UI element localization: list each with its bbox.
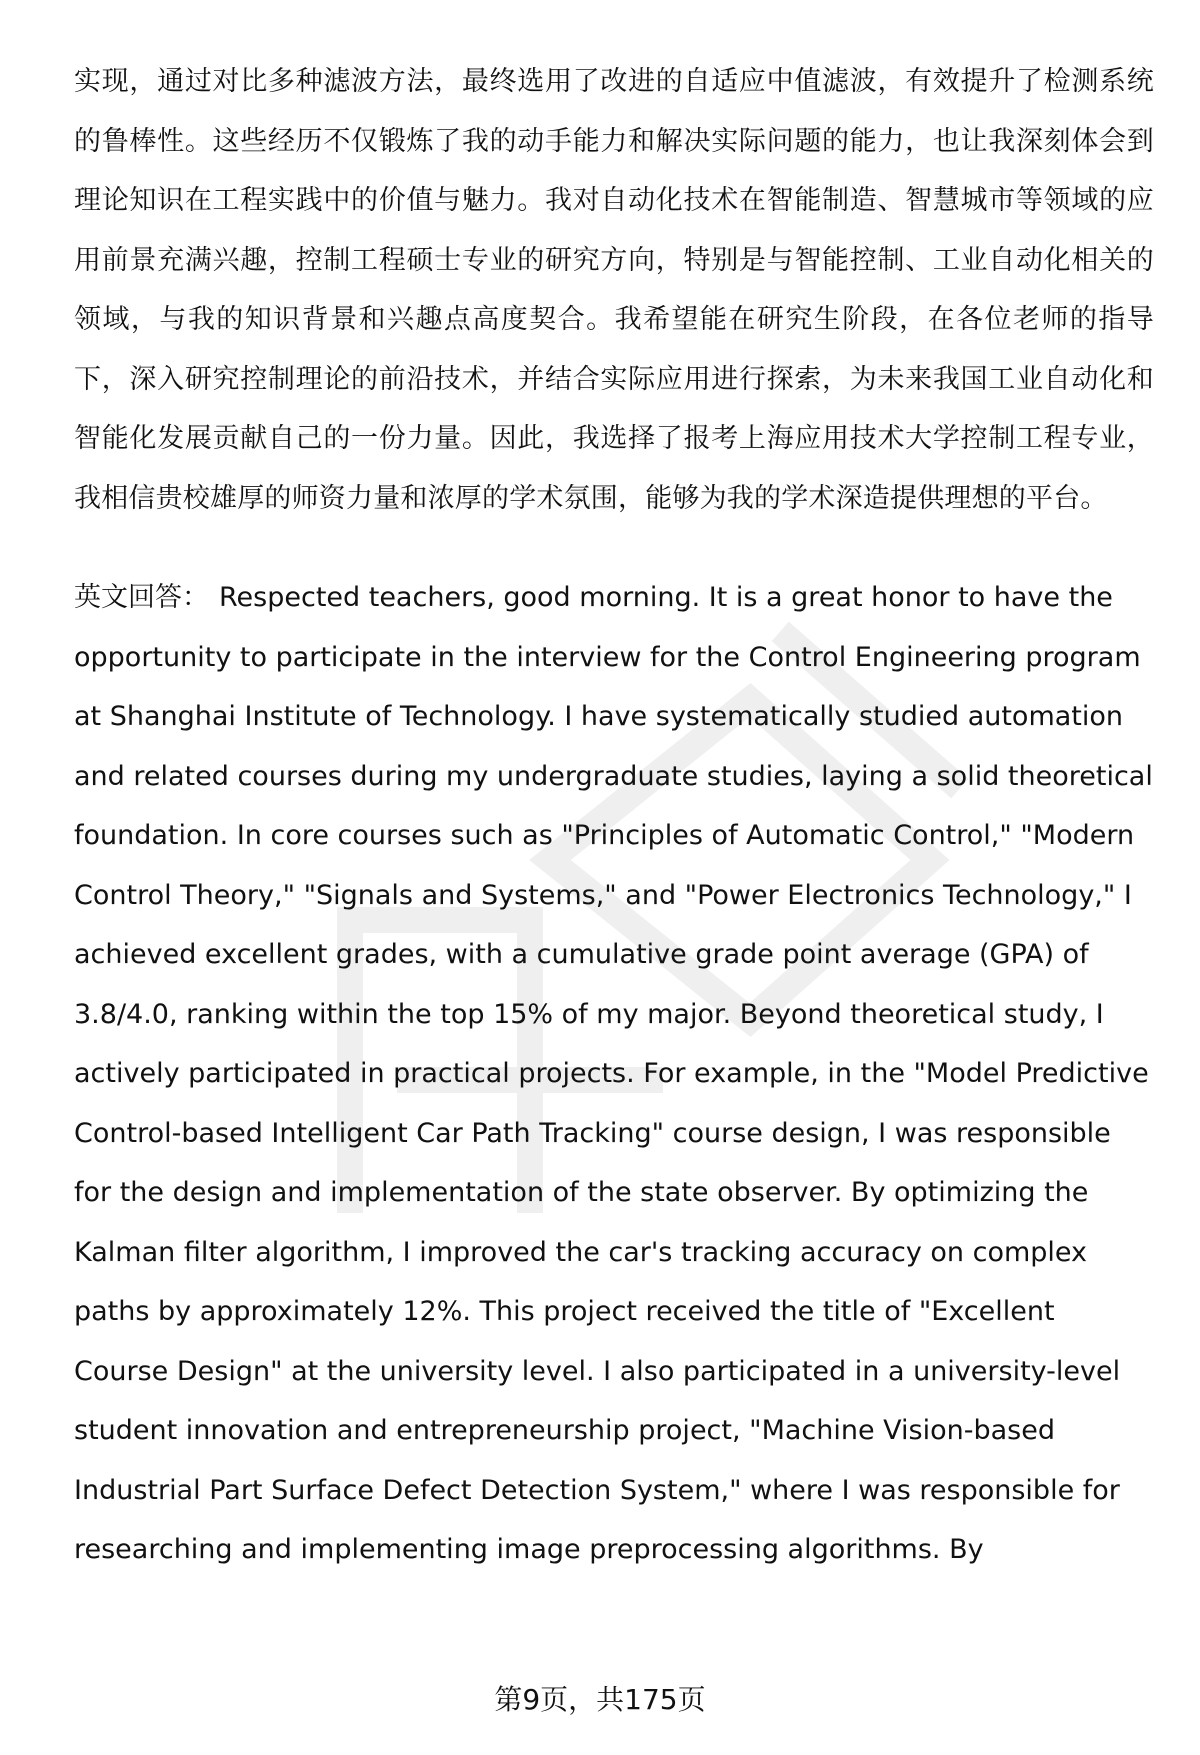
english-answer-paragraph [74, 568, 1154, 1580]
english-answer-label: 英文回答： [74, 582, 209, 613]
chinese-paragraph: 实现，通过对比多种滤波方法，最终选用了改进的自适应中值滤波，有效提升了检测系统的鲁棒性。这些经历不仅锻炼了我的动手能力和解决实际问题的能力，也让我深刻体会到理论知识在工程实践中的价值与魅力。我对自动化技术在智能制造、智慧城市等领域的应用前景充满兴趣，控制工程硕士专业的研究方向，特别是与智能控制、工业自动化相关的领域，与我的知识背景和兴趣点高度契合。我希望能在研究生阶段，在各位老师的指导下，深入研究控制理论的前沿技术，并结合实际应用进行探索，为未来我国工业自动化和智能化发展贡献自己的一份力量。因此，我选择了报考上海应用技术大学控制工程专业，我相信贵校雄厚的师资力量和浓厚的学术氛围，能够为我的学术深造提供理想的平台。 [74, 66, 1154, 514]
page-number-footer: 第9页，共175页 [494, 1683, 706, 1716]
document-page [74, 52, 1154, 1580]
english-answer-text: Respected teachers, good morning. It is a great honor to have the opportunity to participate in the interview for the Control Engineering program at Shanghai Institute of Technology. I have systematically studied automation and related courses during my undergraduate studies, laying a solid theoretical foundation. In core courses such as "Principles of Automatic Control," "Modern Control Theory," "Signals and Systems," and "Power Electronics Technology," I achieved excellent grades, with a cumulative grade point average (GPA) of 3.8/4.0, ranking within the top 15% of my major. Beyond theoretical study, I actively participated in practical projects. For example, in the "Model Predictive Control-based Intelligent Car Path Tracking" course design, I was responsible for the design and implementation of the state observer. By optimizing the Kalman filter algorithm, I improved the car's tracking accuracy on complex paths by approximately 12%. This project received the title of "Excellent Course Design" at the university level. I also participated in a university-level student innovation and entrepreneurship project, "Machine Vision-based Industrial Part Surface Defect Detection System," where I was responsible for researching and implementing image preprocessing algorithms. By [74, 582, 1153, 1565]
